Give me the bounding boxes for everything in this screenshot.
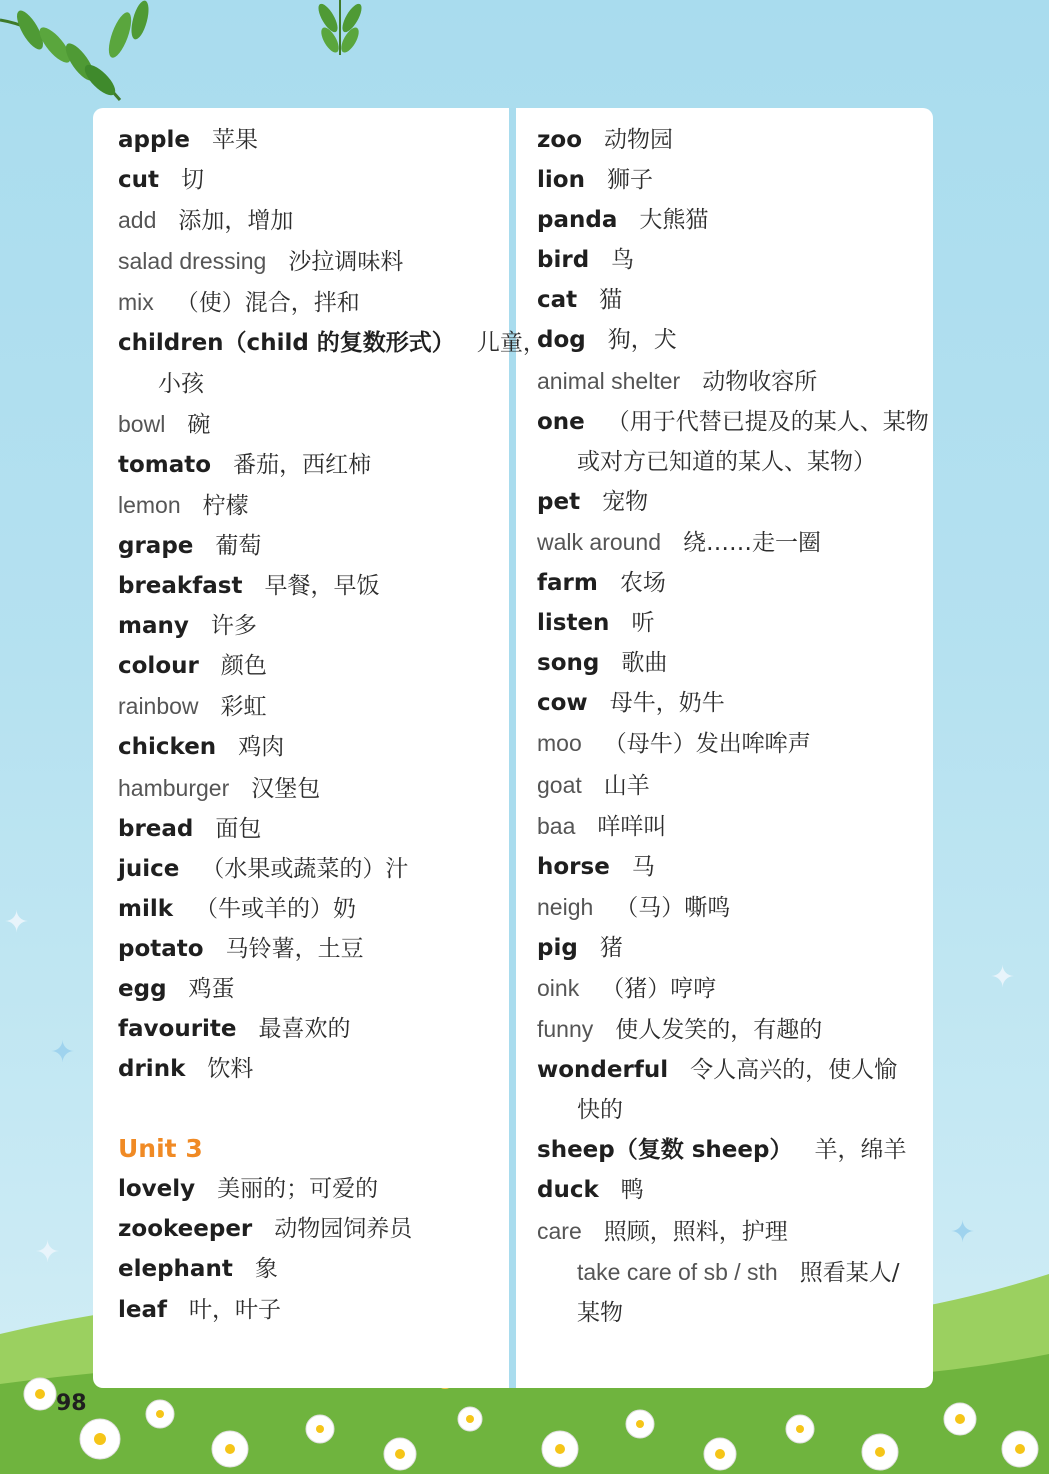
vocab-entry — [118, 1049, 498, 1089]
entry-meaning: 柠檬 — [202, 492, 249, 519]
entry-word: drink — [118, 1056, 186, 1083]
entry-meaning: 沙拉调味料 — [288, 249, 404, 276]
entry-word: duck — [537, 1177, 599, 1204]
vocab-entry — [118, 1169, 498, 1209]
entry-word: juice — [118, 855, 180, 882]
vocab-entry — [118, 200, 498, 241]
entry-word: care — [537, 1217, 582, 1244]
entry-meaning: 狗，犬 — [607, 327, 677, 354]
vocab-entry — [537, 1009, 917, 1050]
vocab-entry — [537, 563, 917, 603]
entry-meaning: 叶，叶子 — [189, 1296, 282, 1323]
entry-word: grape — [118, 532, 194, 559]
vocab-entry — [118, 1249, 498, 1289]
vocab-entry — [118, 1290, 498, 1330]
butterfly-icon: ✦ — [4, 905, 30, 940]
entry-word: zoo — [537, 127, 582, 153]
entry-meaning: 马铃薯，土豆 — [225, 935, 364, 962]
entry-continuation: 快的 — [577, 1097, 623, 1124]
entry-word: apple — [118, 127, 190, 153]
entry-word: baa — [537, 812, 576, 839]
entry-word: tomato — [118, 451, 212, 478]
vocab-entry — [537, 120, 917, 160]
entry-word: one — [537, 408, 585, 435]
entry-word: hamburger — [118, 774, 230, 801]
vocab-entry — [537, 1252, 917, 1293]
vocab-entry — [537, 683, 917, 723]
vocab-entry — [118, 485, 498, 526]
entry-meaning: （用于代替已提及的某人、某物 — [606, 408, 929, 435]
entry-word: bread — [118, 815, 194, 842]
entry-word: farm — [537, 570, 598, 597]
entry-meaning: 农场 — [619, 570, 666, 597]
entry-word: add — [118, 207, 157, 234]
butterfly-icon: ✦ — [950, 1215, 976, 1250]
entry-word: cut — [118, 167, 160, 194]
entry-meaning: 苹果 — [211, 127, 258, 153]
entry-meaning: 山羊 — [603, 772, 650, 799]
entry-word: song — [537, 650, 600, 677]
entry-meaning: 汉堡包 — [251, 775, 321, 802]
entry-word: zookeeper — [118, 1216, 253, 1243]
entry-word: sheep（复数 sheep） — [537, 1137, 793, 1164]
vocab-entry — [118, 1009, 498, 1049]
entry-word: colour — [118, 653, 199, 680]
entry-meaning: 饮料 — [207, 1056, 254, 1083]
entry-meaning: 许多 — [210, 613, 257, 640]
vocab-entry — [537, 320, 917, 360]
entry-word: breakfast — [118, 573, 243, 600]
entry-meaning: 最喜欢的 — [258, 1016, 351, 1043]
entry-word: lemon — [118, 491, 181, 518]
entry-word: rainbow — [118, 693, 199, 720]
entry-meaning: （牛或羊的）奶 — [195, 895, 357, 922]
butterfly-icon: ✦ — [50, 1035, 76, 1070]
vocab-entry — [537, 402, 929, 442]
vocab-entry — [118, 809, 498, 849]
vocab-entry — [537, 847, 917, 887]
leaf-branch-icon — [0, 0, 200, 110]
vocab-entry — [537, 200, 917, 240]
entry-meaning: 照顾，照料，护理 — [603, 1218, 788, 1245]
entry-word: mix — [118, 289, 154, 316]
entry-continuation: 小孩 — [158, 370, 204, 397]
vocab-entry — [118, 929, 498, 969]
butterfly-icon: ✦ — [990, 960, 1016, 995]
entry-word: bird — [537, 247, 590, 274]
entry-meaning: （使）混合，拌和 — [175, 290, 360, 317]
vocab-entry — [118, 526, 498, 566]
vocab-entry — [537, 928, 917, 968]
entry-word: children（child 的复数形式） — [118, 330, 455, 357]
vocab-entry — [118, 1209, 498, 1249]
entry-meaning: 狮子 — [606, 167, 653, 194]
vocab-entry — [118, 768, 498, 809]
entry-word: cat — [537, 287, 578, 314]
entry-meaning: 歌曲 — [621, 650, 668, 677]
entry-meaning: 象 — [254, 1256, 278, 1283]
entry-word: dog — [537, 327, 586, 354]
entry-meaning: 早餐，早饭 — [264, 573, 380, 600]
vocab-entry — [537, 603, 917, 643]
leaf-branch-icon — [300, 0, 380, 60]
entry-word: funny — [537, 1016, 594, 1043]
vocab-entry — [118, 889, 498, 929]
entry-word: animal shelter — [537, 367, 681, 394]
entry-meaning: 动物园饲养员 — [274, 1216, 413, 1243]
entry-word: listen — [537, 610, 610, 637]
entry-meaning: 照看某人/ — [799, 1259, 900, 1286]
entry-meaning: 鸡蛋 — [188, 975, 235, 1002]
vocab-entry — [118, 404, 498, 445]
entry-meaning: 令人高兴的，使人愉 — [690, 1057, 898, 1084]
entry-word: oink — [537, 974, 580, 1001]
entry-meaning: 猫 — [599, 287, 623, 314]
entry-word: take care of sb / sth — [577, 1258, 778, 1285]
vocab-entry — [537, 723, 917, 764]
vocab-entry — [118, 849, 498, 889]
entry-meaning: （水果或蔬菜的）汁 — [201, 855, 409, 882]
entry-meaning: 大熊猫 — [639, 207, 709, 234]
unit-heading: Unit 3 — [118, 1134, 203, 1164]
entry-word: favourite — [118, 1016, 237, 1043]
entry-meaning: 面包 — [215, 815, 262, 842]
vocab-entry — [118, 241, 498, 282]
entry-word: bowl — [118, 410, 166, 437]
entry-meaning: 儿童， — [476, 330, 546, 357]
entry-word: goat — [537, 771, 582, 798]
entry-meaning: 使人发笑的，有趣的 — [615, 1017, 823, 1044]
left-column — [118, 120, 546, 1330]
entry-meaning: （母牛）发出哞哞声 — [603, 731, 811, 758]
entry-meaning: 宠物 — [602, 488, 649, 515]
vocab-entry — [537, 482, 917, 522]
vocab-entry — [537, 1211, 917, 1252]
entry-word: many — [118, 613, 189, 640]
entry-meaning: 咩咩叫 — [597, 813, 667, 840]
entry-word: chicken — [118, 734, 217, 761]
entry-word: egg — [118, 975, 167, 1002]
vocab-entry — [118, 606, 498, 646]
vocab-entry — [537, 806, 917, 847]
vocab-entry — [118, 727, 498, 767]
vocab-entry — [118, 686, 498, 727]
entry-word: pet — [537, 488, 581, 515]
entry-meaning: 猪 — [599, 934, 623, 961]
vocab-entry — [537, 522, 917, 563]
entry-meaning: 美丽的；可爱的 — [217, 1176, 379, 1203]
entry-word: milk — [118, 895, 174, 922]
vocab-entry — [118, 120, 498, 160]
entry-meaning: 碗 — [187, 411, 211, 438]
vocab-entry — [537, 1130, 917, 1170]
entry-meaning: 羊，绵羊 — [814, 1137, 907, 1164]
entry-word: elephant — [118, 1256, 233, 1283]
vocab-entry — [118, 323, 546, 363]
column-divider — [509, 108, 516, 1388]
entry-word: wonderful — [537, 1057, 669, 1084]
entry-meaning: 番茄，西红柿 — [233, 451, 372, 478]
vocab-entry — [537, 280, 917, 320]
vocab-entry — [537, 240, 917, 280]
entry-word: neigh — [537, 893, 594, 920]
entry-meaning: 母牛，奶牛 — [609, 690, 725, 717]
page-number: 98 — [56, 1391, 87, 1416]
entry-meaning: 鸟 — [611, 247, 635, 274]
vocab-entry — [118, 160, 498, 200]
vocab-entry — [118, 566, 498, 606]
vocab-entry — [537, 361, 917, 402]
entry-meaning: 动物园 — [604, 127, 673, 153]
entry-meaning: 葡萄 — [215, 532, 262, 559]
entry-word: moo — [537, 730, 582, 757]
vocab-entry — [537, 968, 917, 1009]
entry-word: salad dressing — [118, 248, 267, 275]
entry-word: panda — [537, 207, 618, 234]
entry-meaning: 彩虹 — [220, 694, 267, 721]
entry-meaning: 鸡肉 — [238, 734, 285, 761]
entry-meaning: 鸭 — [620, 1177, 644, 1204]
vocab-entry — [118, 282, 498, 323]
vocab-entry — [118, 445, 498, 485]
vocab-entry — [118, 969, 498, 1009]
entry-word: walk around — [537, 528, 662, 555]
entry-word: leaf — [118, 1296, 168, 1323]
vocab-entry — [537, 643, 917, 683]
vocab-entry — [537, 1170, 917, 1210]
vocab-entry — [537, 765, 917, 806]
entry-continuation: 或对方已知道的某人、某物） — [577, 448, 876, 475]
entry-meaning: （猪）哼哼 — [601, 975, 717, 1002]
vocab-entry — [118, 646, 498, 686]
entry-word: lovely — [118, 1176, 196, 1203]
entry-meaning: 绕……走一圈 — [683, 529, 822, 556]
entry-meaning: （马）嘶鸣 — [615, 894, 731, 921]
entry-meaning: 动物收容所 — [702, 368, 818, 395]
entry-meaning: 听 — [631, 610, 655, 637]
entry-word: potato — [118, 935, 204, 962]
right-column — [537, 120, 929, 1333]
vocab-entry — [537, 160, 917, 200]
entry-continuation: 某物 — [577, 1299, 623, 1326]
butterfly-icon: ✦ — [35, 1235, 61, 1270]
entry-word: pig — [537, 934, 578, 961]
entry-word: lion — [537, 167, 585, 194]
entry-word: cow — [537, 690, 588, 717]
entry-meaning: 颜色 — [220, 653, 267, 680]
entry-meaning: 添加，增加 — [178, 208, 294, 235]
vocab-entry — [537, 887, 917, 928]
entry-meaning: 切 — [181, 167, 205, 194]
vocab-entry — [537, 1050, 917, 1090]
entry-word: horse — [537, 853, 610, 880]
entry-meaning: 马 — [631, 853, 655, 880]
